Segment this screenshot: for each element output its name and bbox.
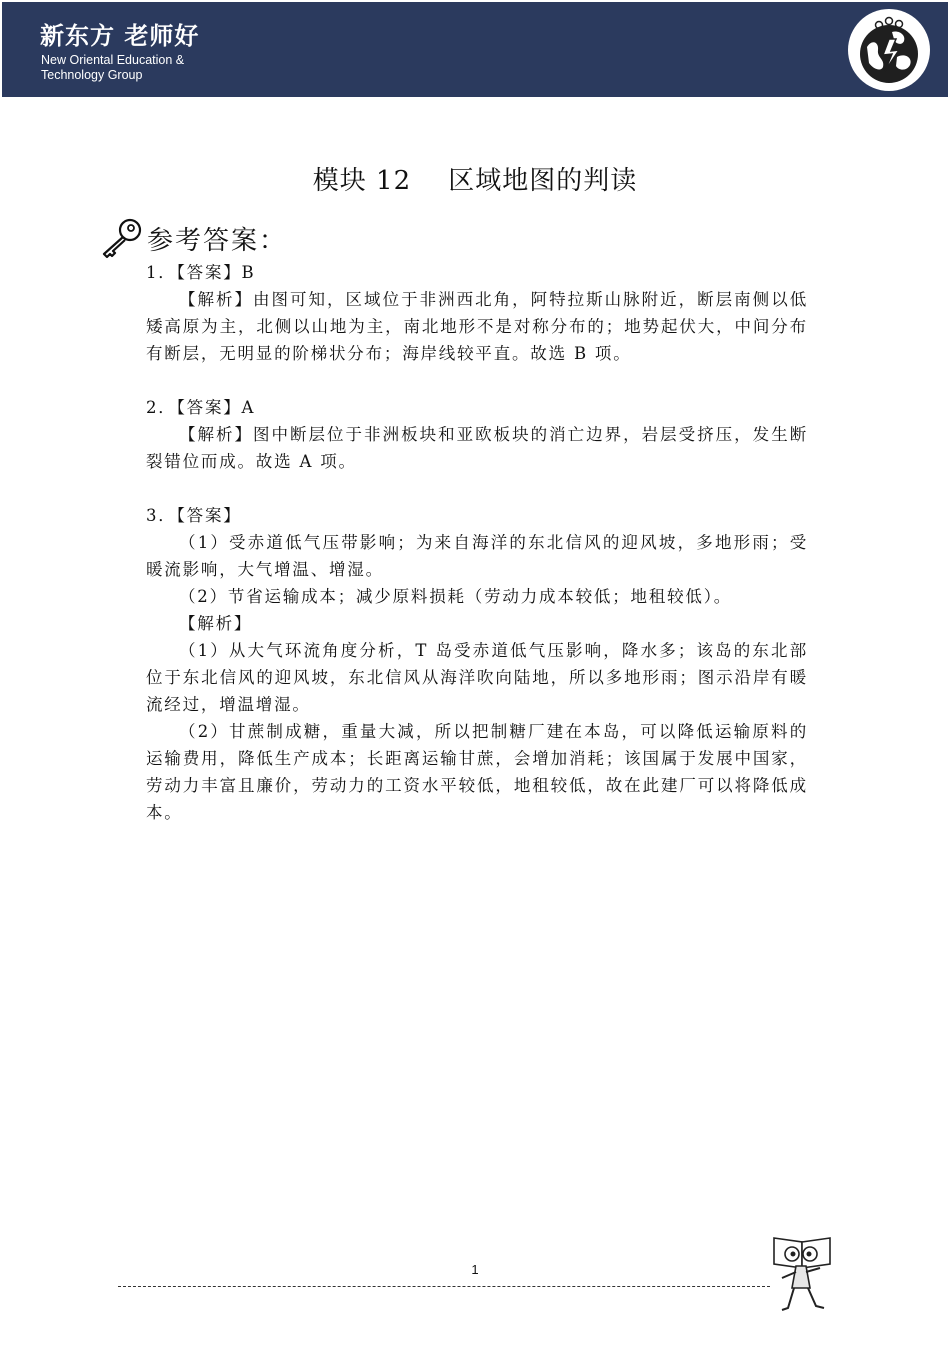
- header-banner: [2, 2, 948, 97]
- reading-mascot-icon: [768, 1232, 840, 1322]
- footer-divider: [118, 1286, 770, 1287]
- answer-paragraph: 【解析】: [179, 614, 253, 633]
- paragraph-spacer: [146, 367, 808, 394]
- paragraph-spacer: [146, 475, 808, 502]
- answer-paragraph: 2．【答案】A: [146, 398, 256, 417]
- brand-name-cn: 新东方 老师好: [40, 22, 200, 50]
- answer-paragraph: （1）受赤道低气压带影响；为来自海洋的东北信风的迎风坡，多地形雨；受暖流影响，大气增温、增湿。: [146, 533, 808, 579]
- answer-paragraph: 【解析】图中断层位于非洲板块和亚欧板块的消亡边界，岩层受挤压，发生断裂错位而成。故选 A 项。: [146, 425, 808, 471]
- answer-paragraph: 1．【答案】B: [146, 263, 256, 282]
- page-title: 模块 12 区域地图的判读: [312, 166, 638, 196]
- answer-content: [146, 259, 808, 826]
- section-title: 参考答案：: [147, 226, 288, 256]
- key-icon: [98, 216, 144, 264]
- globe-lightning-logo-icon: [848, 9, 930, 91]
- page-number: 1: [471, 1262, 479, 1277]
- answer-paragraph: （2）节省运输成本；减少原料损耗（劳动力成本较低；地租较低）。: [179, 587, 733, 606]
- answer-paragraph: 3．【答案】: [146, 506, 242, 525]
- brand-en-line2: Technology Group: [41, 68, 143, 82]
- answer-paragraph: （1）从大气环流角度分析，T 岛受赤道低气压影响，降水多；该岛的东北部位于东北信风的迎风坡，东北信风从海洋吹向陆地，所以多地形雨；图示沿岸有暖流经过，增温增湿。: [146, 641, 808, 714]
- brand-en-line1: New Oriental Education &: [41, 53, 185, 67]
- answer-paragraph: （2）甘蔗制成糖，重量大减，所以把制糖厂建在本岛，可以降低运输原料的运输费用，降低生产成本；长距离运输甘蔗，会增加消耗；该国属于发展中国家，劳动力丰富且廉价，劳动力的工资水平较低，地租较低，故在此建厂可以将降低成本。: [146, 722, 808, 822]
- brand-name-en: [41, 53, 184, 83]
- answer-paragraph: 【解析】由图可知，区域位于非洲西北角，阿特拉斯山脉附近，断层南侧以低矮高原为主，北侧以山地为主，南北地形不是对称分布的；地势起伏大，中间分布有断层，无明显的阶梯状分布；海岸线较平直。故选 B 项。: [146, 290, 808, 363]
